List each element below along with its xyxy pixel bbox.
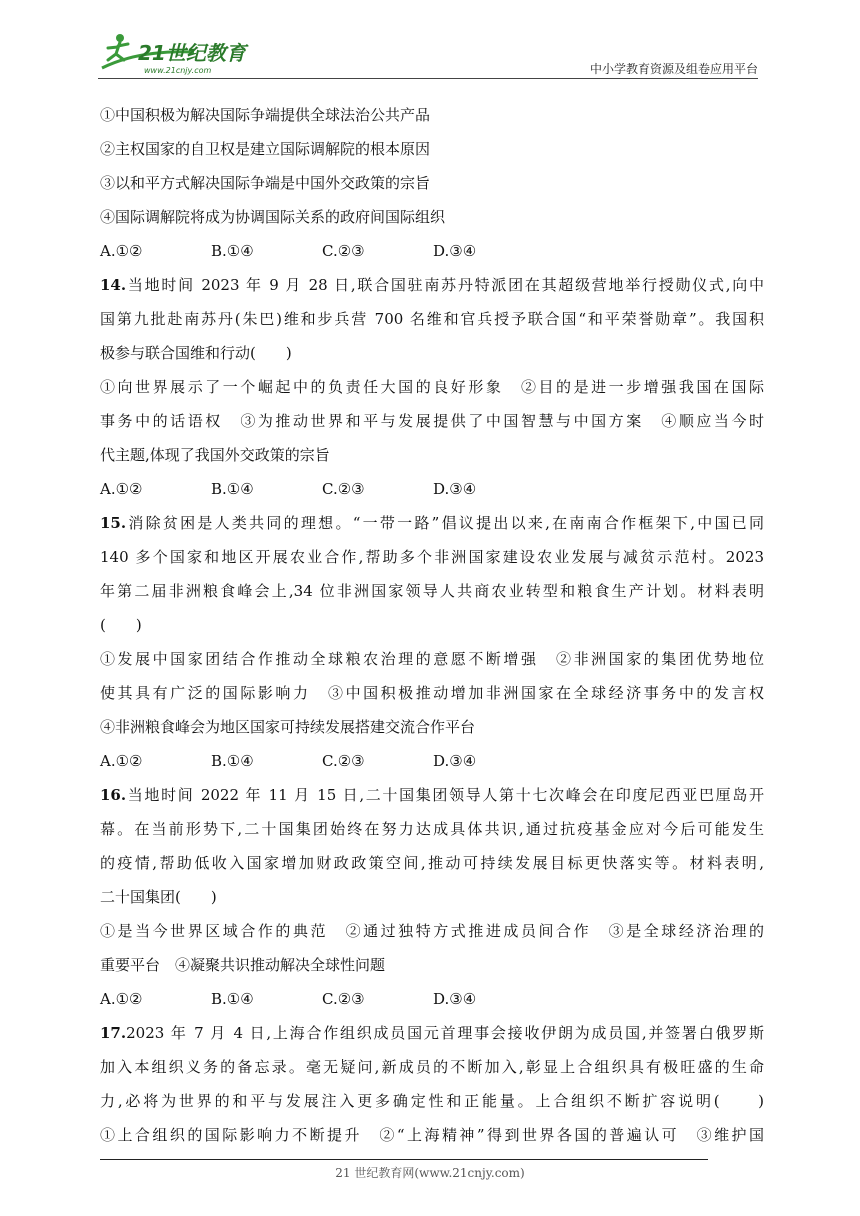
q17-option-line-1: ①上合组织的国际影响力不断提升 ②“上海精神”得到世界各国的普遍认可 ③维护国 <box>100 1126 764 1144</box>
choice-a[interactable]: A.①② <box>100 480 143 498</box>
logo-icon <box>98 30 268 76</box>
choice-d[interactable]: D.③④ <box>433 242 477 260</box>
page-header <box>98 30 758 80</box>
q16-choices <box>100 982 764 1016</box>
header-divider <box>98 78 758 79</box>
logo-url: www.21cnjy.com <box>144 66 212 75</box>
q16-option-line-1: ①是当今世界区域合作的典范 ②通过独特方式推进成员间合作 ③是全球经济治理的 <box>100 922 764 940</box>
platform-label: 中小学教育资源及组卷应用平台 <box>589 62 758 76</box>
choice-d[interactable]: D.③④ <box>433 480 477 498</box>
q14-option-line-3: 代主题,体现了我国外交政策的宗旨 <box>100 446 330 464</box>
choice-a[interactable]: A.①② <box>100 990 143 1008</box>
choice-b[interactable]: B.①④ <box>211 752 254 770</box>
q14-option-line-1: ①向世界展示了一个崛起中的负责任大国的良好形象 ②目的是进一步增强我国在国际 <box>100 378 764 396</box>
q15-option-line-2: 使其具有广泛的国际影响力 ③中国积极推动增加非洲国家在全球经济事务中的发言权 <box>100 684 764 702</box>
q14-stem-line-2: 国第九批赴南苏丹(朱巴)维和步兵营 700 名维和官兵授予联合国“和平荣誉勋章”。我国积 <box>100 310 764 328</box>
choice-b[interactable]: B.①④ <box>211 242 254 260</box>
q17-stem-line-3: 力,必将为世界的和平与发展注入更多确定性和正能量。上合组织不断扩容说明( ) <box>100 1092 764 1110</box>
q17-stem-line-2: 加入本组织义务的备忘录。毫无疑问,新成员的不断加入,彰显上合组织具有极旺盛的生命 <box>100 1058 764 1076</box>
choice-a[interactable]: A.①② <box>100 242 143 260</box>
choice-d[interactable]: D.③④ <box>433 752 477 770</box>
logo-text: 21世纪教育 <box>138 41 246 65</box>
q15-stem-line-2: 140 多个国家和地区开展农业合作,帮助多个非洲国家建设农业发展与减贫示范村。2023 <box>100 548 764 566</box>
choice-b[interactable]: B.①④ <box>211 990 254 1008</box>
choice-a[interactable]: A.①② <box>100 752 143 770</box>
q13-option-3: ③以和平方式解决国际争端是中国外交政策的宗旨 <box>100 174 431 192</box>
q16-stem-line-1: 16.当地时间 2022 年 11 月 15 日,二十国集团领导人第十七次峰会在印度尼西亚巴厘岛开 <box>100 786 764 804</box>
q15-stem-line-4: ( ) <box>100 616 142 634</box>
q16-number: 16. <box>100 786 127 804</box>
q13-option-2: ②主权国家的自卫权是建立国际调解院的根本原因 <box>100 140 431 158</box>
q15-choices <box>100 744 764 778</box>
q14-number: 14. <box>100 276 127 294</box>
q15-option-line-3: ④非洲粮食峰会为地区国家可持续发展搭建交流合作平台 <box>100 718 476 736</box>
footer-divider <box>100 1159 708 1160</box>
choice-c[interactable]: C.②③ <box>322 480 365 498</box>
q16-option-line-2: 重要平台 ④凝聚共识推动解决全球性问题 <box>100 956 386 974</box>
q15-option-line-1: ①发展中国家团结合作推动全球粮农治理的意愿不断增强 ②非洲国家的集团优势地位 <box>100 650 764 668</box>
q16-stem-line-4: 二十国集团( ) <box>100 888 217 906</box>
q14-choices <box>100 472 764 506</box>
q14-stem-line-1: 14.当地时间 2023 年 9 月 28 日,联合国驻南苏丹特派团在其超级营地举行授勋仪式,向中 <box>100 276 764 294</box>
q14-stem-line-3: 极参与联合国维和行动( ) <box>100 344 292 362</box>
q13-option-4: ④国际调解院将成为协调国际关系的政府间国际组织 <box>100 208 446 226</box>
q14-option-line-2: 事务中的话语权 ③为推动世界和平与发展提供了中国智慧与中国方案 ④顺应当今时 <box>100 412 764 430</box>
q17-stem-line-1: 17.2023 年 7 月 4 日,上海合作组织成员国元首理事会接收伊朗为成员国,并签署白俄罗斯 <box>100 1024 764 1042</box>
q15-stem-line-1: 15.消除贫困是人类共同的理想。“一带一路”倡议提出以来,在南南合作框架下,中国已同 <box>100 514 764 532</box>
page-footer: 21 世纪教育网(www.21cnjy.com) <box>335 1166 525 1180</box>
q15-number: 15. <box>100 514 127 532</box>
q13-choices <box>100 234 764 268</box>
question-content <box>100 98 764 1152</box>
q16-stem-line-3: 的疫情,帮助低收入国家增加财政政策空间,推动可持续发展目标更快落实等。材料表明, <box>100 854 764 872</box>
choice-c[interactable]: C.②③ <box>322 990 365 1008</box>
q15-stem-line-3: 年第二届非洲粮食峰会上,34 位非洲国家领导人共商农业转型和粮食生产计划。材料表明 <box>100 582 764 600</box>
q13-option-1: ①中国积极为解决国际争端提供全球法治公共产品 <box>100 106 431 124</box>
q16-stem-line-2: 幕。在当前形势下,二十国集团始终在努力达成具体共识,通过抗疫基金应对今后可能发生 <box>100 820 764 838</box>
q17-number: 17. <box>100 1024 127 1042</box>
choice-c[interactable]: C.②③ <box>322 752 365 770</box>
choice-c[interactable]: C.②③ <box>322 242 365 260</box>
choice-d[interactable]: D.③④ <box>433 990 477 1008</box>
choice-b[interactable]: B.①④ <box>211 480 254 498</box>
